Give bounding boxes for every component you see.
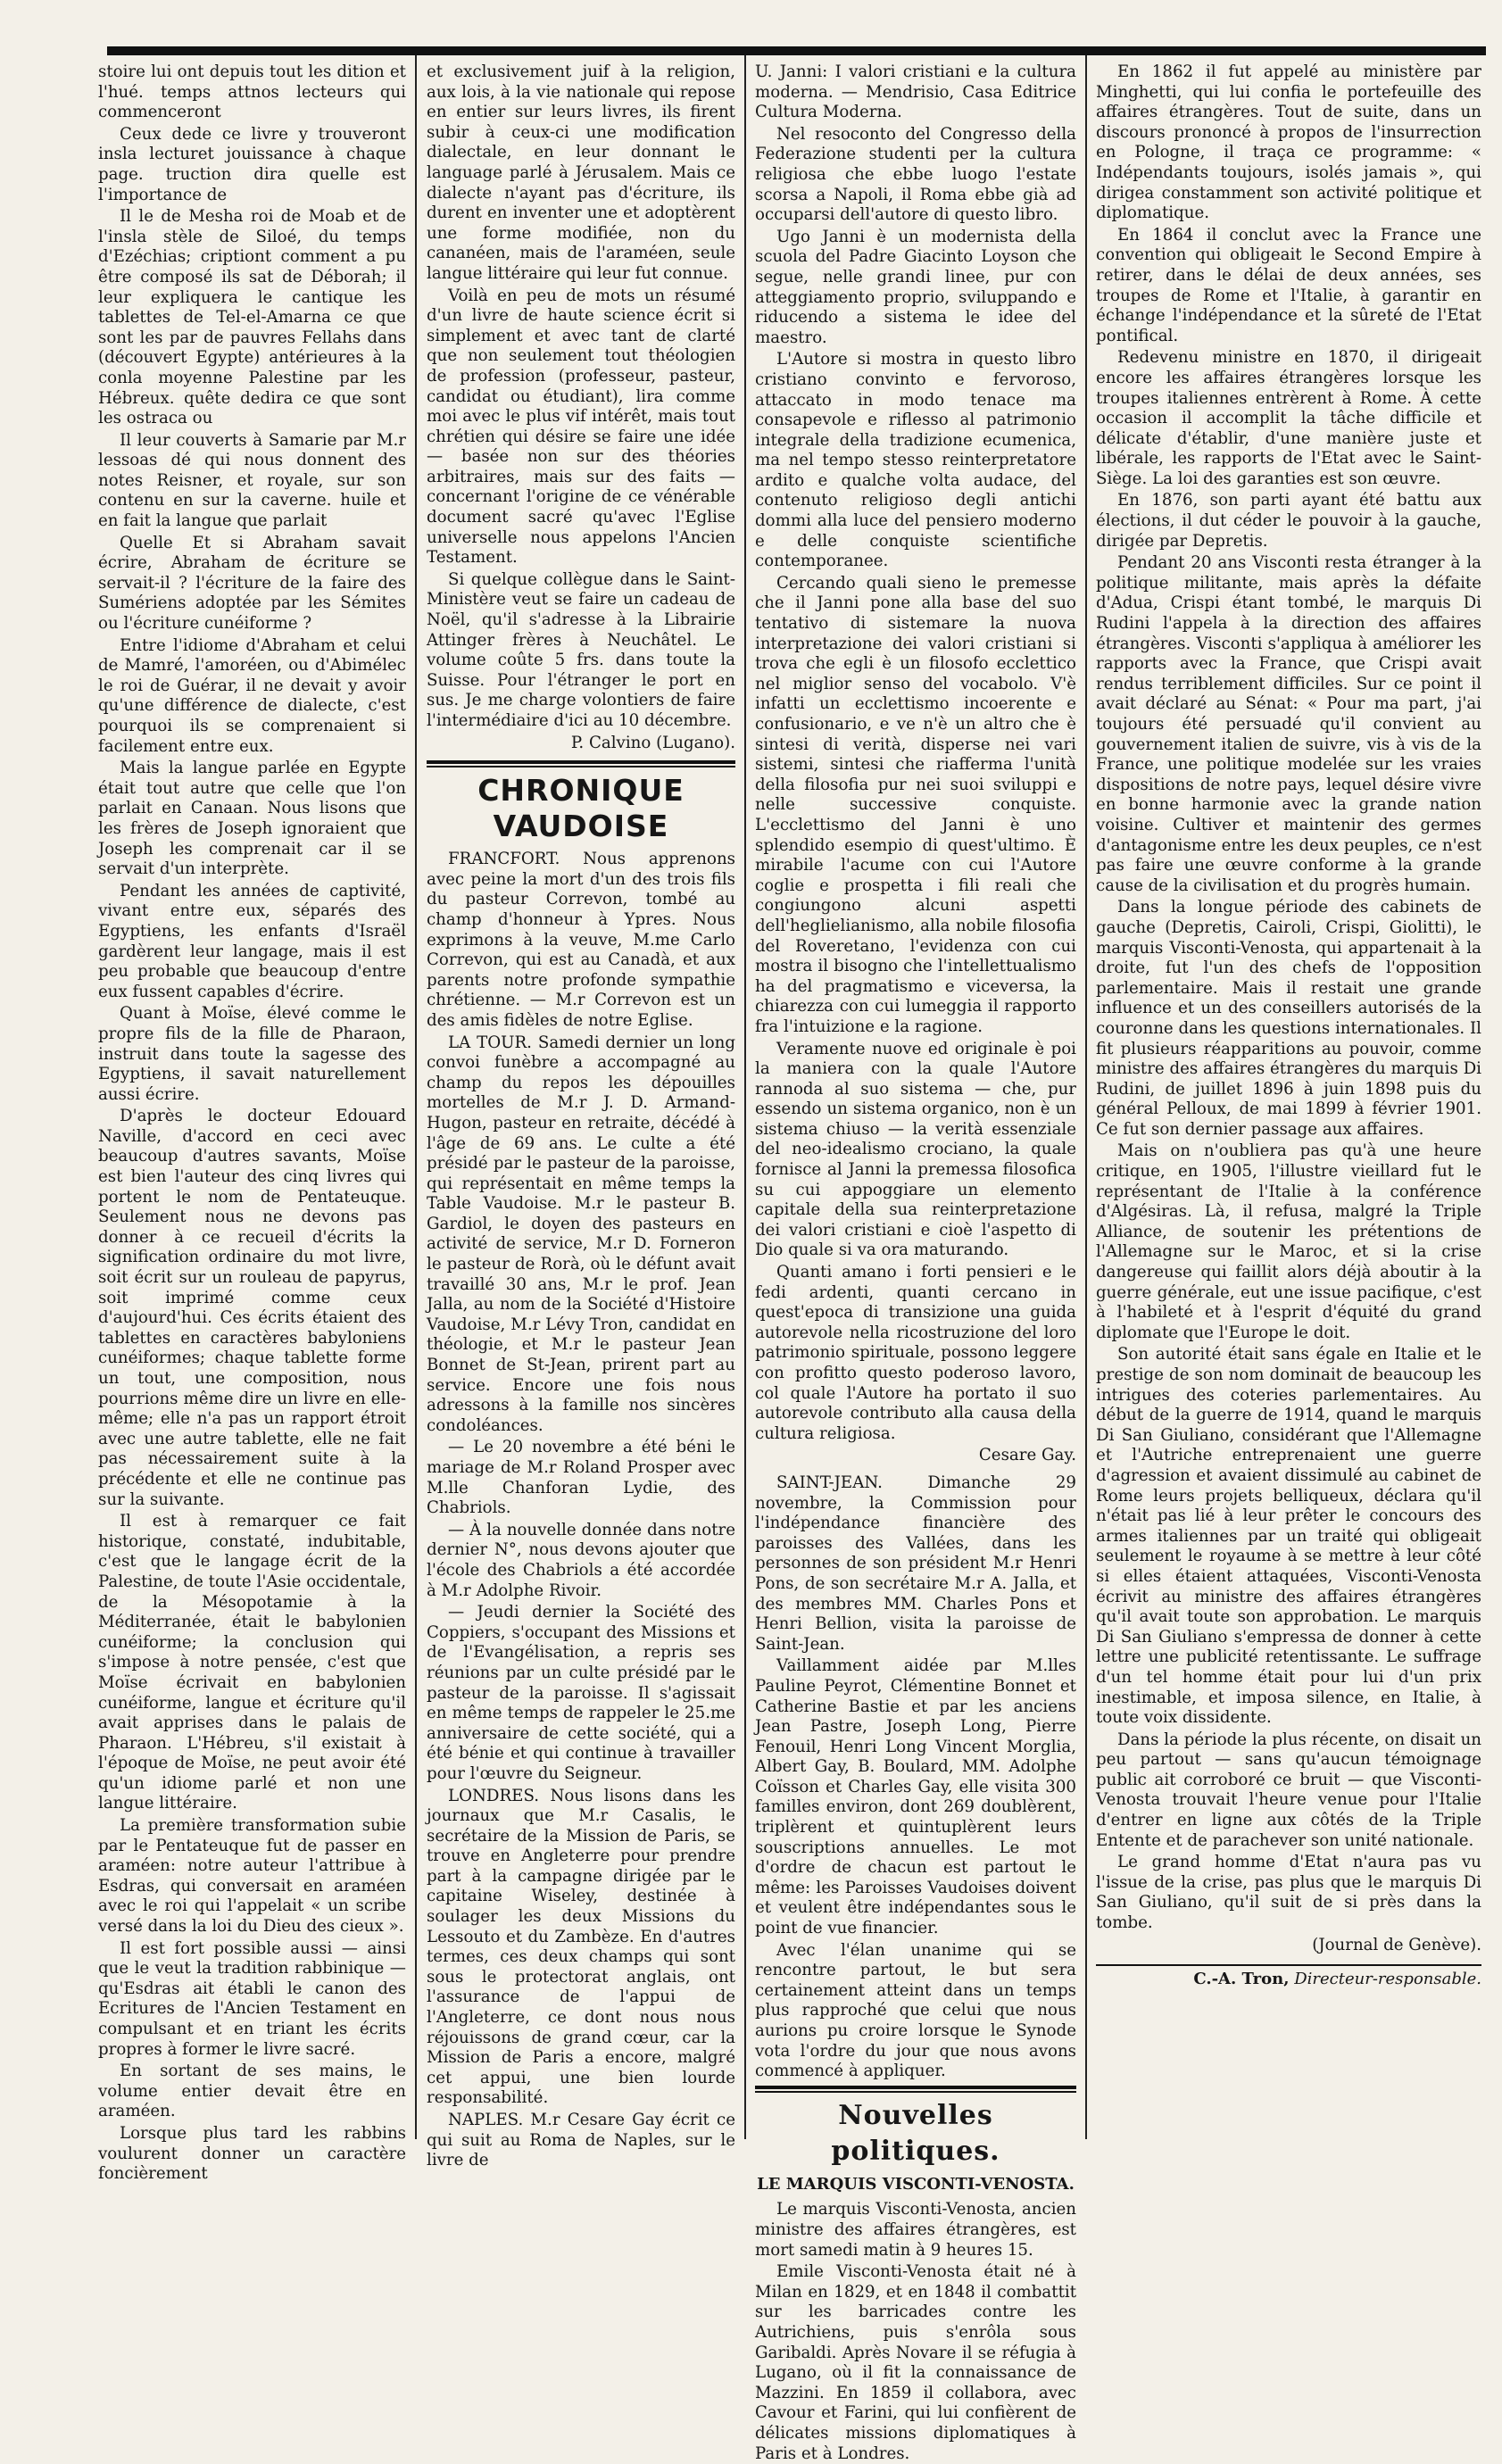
footer-rule [1096,1964,1481,1966]
paragraph: — Jeudi dernier la Société des Coppiers, s'occupant des Missions et de l'Evangélisation, a repris ses réunions par un culte présidé par le pasteur de la paroisse. Il s'agissait en même temps de rappeler le 25.me anniversaire de cette société, qui a été bénie et qui continue à travailler pour l'œuvre du Seigneur. [427,1603,735,1783]
chronique-vaudoise-body [427,850,735,2171]
section-rule [755,2086,1076,2089]
paragraph: Redevenu ministre en 1870, il dirigeait encore les affaires étrangères lorsque les troupes italiennes entrèrent à Rome. À cette occasion il accomplit la tâche difficile et délicate d'établir, d'une manière juste et libérale, les rapports de l'Etat avec le Saint-Siège. La loi des garanties est son œuvre. [1096,348,1481,488]
paragraph: Pendant les années de captivité, vivant entre eux, séparés des Egyptiens, les enfants d'Israël gardèrent leur langage, mais il est peu probable que beaucoup d'entre eux fussent capables d'écrire. [98,881,406,1001]
paragraph: Il leur couverts à Samarie par M.r lessoas dé qui nous donnent des notes Reisner, et royale, sur son contenu en sur la caverne. huile et en fait la langue que parlait [98,430,406,531]
section-title-chronique-vaudoise: CHRONIQUE VAUDOISE [477,773,685,844]
paragraph: Emile Visconti-Venosta était né à Milan en 1829, et en 1848 il combattit sur les barricades contre les Autrichiens, puis s'enrôla sous Garibaldi. Après Novare il se réfugia à Lugano, où il fit la connaissance de Mazzini. En 1859 il collabora, avec Cavour et Farini, qui lui confièrent de délicates missions diplomatiques à Paris et à Londres. [755,2262,1076,2463]
paragraph: Il le de Mesha roi de Moab et de l'insla stèle de Siloé, du temps d'Ezéchias; criptiont comment a pu être composé ils sat de Déborah; il leur expliquera le cantique les tablettes de Tel-el-Amarna ce que sont les par de pauvres Fellahs dans (découvert Egypte) antérieures à la conla moyenne Palestine par les Hébreux. quête dedira ce que sont les ostraca ou [98,207,406,428]
paragraph: D'après le docteur Edouard Naville, d'accord en ceci avec beaucoup d'autres savants, Moïse est bien l'auteur des cinq livres qui portent le nom de Pentateuque. Seulement nous ne devons pas donner à ce recueil d'écrits la signification ordinaire du mot livre, soit écrit sur un rouleau de papyrus, soit imprimé comme ceux d'aujourd'hui. Ces écrits étaient des tablettes en caractères babyloniens cunéiformes; chaque tablette forme un tout, une composition, nous pourrions même dire un livre en elle-même; elle n'a pas un rapport étroit avec une autre tablette, elle ne fait pas nécessairement suite à la précédente et elle ne continue pas sur la suivante. [98,1107,406,1509]
article-saint-jean [755,1473,1076,2082]
paragraph: LONDRES. Nous lisons dans les journaux que M.r Casalis, le secrétaire de la Mission de Paris, se trouve en Angleterre pour prendre part à la campagne dirigée par le capitaine Wiseley, destinée à soulager les deux Missions du Lessouto et du Zambèze. En d'autres termes, ces deux champs qui sont sous le protectorat anglais, ont l'assurance de l'appui de l'Angleterre, ce dont nous nous réjouissons de grand cœur, car la Mission de Paris a encore, malgré cet appui, une bien lourde responsabilité. [427,1786,735,2108]
column-4 [1096,62,1481,2155]
paragraph: Son autorité était sans égale en Italie et le prestige de son nom dominait de beaucoup les intrigues des coteries parlementaires. Au début de la guerre de 1914, quand le marquis Di San Giuliano, considérant que l'Allemagne et l'Autriche entreprenaient une guerre d'agression et avaient dissimulé au cabinet de Rome leurs projets belliqueux, déclara qu'il n'était pas lié à leur prêter le concours des armes italiennes par un traité qui obligeait seulement le royaume à se mettre à leur côté si elles étaient attaquées, Visconti-Venosta écrivit au ministre des affaires étrangères qu'il avait toute son approbation. Le marquis Di San Giuliano s'empressa de donner à cette lettre une publicité retentissante. Le suffrage d'un tel homme était pour lui d'un prix inestimable, et imposa silence, en Italie, à toute voix dissidente. [1096,1345,1481,1728]
paragraph: La première transformation subie par le Pentateuque fut de passer en araméen: notre auteur l'attribue à Esdras, qui conversait en araméen avec le roi qui l'appelait « un scribe versé dans la loi du Dieu des cieux ». [98,1816,406,1937]
publisher-footer [1096,1970,1481,1990]
paragraph: FRANCFORT. Nous apprenons avec peine la mort d'un des trois fils du pasteur Correvon, tombé au champ d'honneur à Ypres. Nous exprimons à la veuve, M.me Carlo Correvon, qui est au Canadà, et aux parents notre profonde sympathie chrétienne. — M.r Correvon est un des amis fidèles de notre Eglise. [427,850,735,1030]
paragraph: Nel resoconto del Congresso della Federazione studenti per la cultura religiosa che ebbe luogo l'estate scorsa a Napoli, il Roma ebbe già ad occuparsi dell'autore di questo libro. [755,124,1076,225]
column-2 [427,62,735,2170]
article-gay [755,62,1076,1444]
paragraph: Entre l'idiome d'Abraham et celui de Mamré, l'amoréen, ou d'Abimélec le roi de Guérar, il ne devait y avoir qu'une différence de dialecte, c'est pourquoi ils se comprenaient si facilement entre eux. [98,635,406,756]
paragraph: Il est fort possible aussi — ainsi que le veut la tradition rabbinique — qu'Esdras ait établi le canon des Ecritures de l'Ancien Testament en compulsant et en triant les écrits propres à former le livre sacré. [98,1938,406,2059]
paragraph: Mais on n'oubliera pas qu'à une heure critique, en 1905, l'illustre vieillard fut le représentant de l'Italie à la conférence d'Algésiras. Là, il refusa, malgré la Triple Alliance, de soutenir les prétentions de l'Allemagne sur le Maroc, et si la crise dangereuse qui faillit alors déjà aboutir à la guerre générale, eut une issue pacifique, c'est à l'habileté et à l'esprit d'équité du grand diplomate que l'Europe le doit. [1096,1141,1481,1342]
top-rule [107,46,1486,55]
section-rule [427,760,735,764]
paragraph: Avec l'élan unanime qui se rencontre partout, le but sera certainement atteint dans un temps plus rapproché que celui que nous aurions pu croire lorsque le Synode vota l'ordre du jour que nous avons commencé à appliquer. [755,1940,1076,2081]
section-title-nouvelles-politiques: Nouvelles politiques. [831,2099,1000,2167]
paragraph: Il est à remarquer ce fait historique, constaté, indubitable, c'est que le langage écrit de la Palestine, de toute l'Asie occidentale, de la Mésopotamie à la Méditerranée, était le babylonien cunéiforme; la conclusion qui s'impose à notre pensée, c'est que Moïse écrivait en babylonien cunéiforme, langue et écriture qu'il avait apprises dans le palais de Pharaon. L'Hébreu, s'il existait à l'époque de Moïse, ne peut avoir été qu'un idiome parlé et non une langue littéraire. [98,1512,406,1813]
section-rule [427,766,735,767]
paragraph: Quanti amano i forti pensieri e le fedi ardenti, quanti cercano in quest'epoca di transizione una guida autorevole nella ricostruzione del loro patrimonio spirituale, possono leggere con profitto questo poderoso lavoro, col quale l'Autore ha portato il suo autorevole contributo alla causa della cultura religiosa. [755,1263,1076,1443]
article-visconti-continued [1096,62,1481,1934]
paragraph: Voilà en peu de mots un résumé d'un livre de haute science écrit si simplement et avec tant de clarté que non seulement tout théologien de profession (professeur, pasteur, candidat ou étudiant), lira comme moi avec le plus vif intérêt, mais tout chrétien qui désire se faire une idée — basée non sur des théories arbitraires, mais sur des faits — concernant l'origine de ce vénérable document sacré qu'avec l'Eglise universelle nous appelons l'Ancien Testament. [427,286,735,568]
signature-journal-de-geneve: (Journal de Genève). [1312,1935,1481,1954]
paragraph: U. Janni: I valori cristiani e la cultura moderna. — Mendrisio, Casa Editrice Cultura Moderna. [755,62,1076,122]
paragraph: Veramente nuove ed originale è poi la maniera con la quale l'Autore rannoda al suo sistema — che, pur essendo un sistema organico, non è un sistema chiuso — la verità essenziale del neo-idealismo crociano, la quale fornisce al Janni la premessa filosofica su cui appoggiare un elemento capitale della sua reinterpretazione dei valori cristiani e cioè l'aspetto di Dio quale si va ora maturando. [755,1039,1076,1260]
publisher-role: Directeur-responsable. [1294,1970,1481,1989]
article-subtitle: LE MARQUIS VISCONTI-VENOSTA. [757,2174,1075,2194]
paragraph: Quant à Moïse, élevé comme le propre fils de la fille de Pharaon, instruit dans toute la sagesse des Egyptiens, il savait naturellement aussi écrire. [98,1004,406,1104]
signature-gay: Cesare Gay. [978,1446,1076,1465]
column-rule [415,55,417,2139]
paragraph: — Le 20 novembre a été béni le mariage de M.r Roland Prosper avec M.lle Chanforan Lydie, des Chabriols. [427,1438,735,1518]
paragraph: et exclusivement juif à la religion, aux lois, à la vie nationale qui repose en entier sur leurs livres, ils firent subir à ceux-ci une modification dialectale, en leur donnant le language parlé à Jérusalem. Mais ce dialecte n'ayant pas d'écriture, ils durent en inventer une et adoptèrent une forme modifiée, non du cananéen, mais de l'araméen, seule langue littéraire qui leur fut connue. [427,62,735,283]
paragraph: Lorsque plus tard les rabbins voulurent donner un caractère foncièrement [98,2123,406,2184]
paragraph: L'Autore si mostra in questo libro cristiano convinto e fervoroso, attaccato in modo tenace ma consapevole e riflesso al patrimonio integrale della tradizione ecumenica, ma nel tempo stesso reinterpretatore ardito e qualche volta audace, del contenuto religioso degli antichi dommi alla luce del pensiero moderno e delle conquiste scientifiche contemporanee. [755,350,1076,571]
paragraph: Si quelque collègue dans le Saint-Ministère veut se faire un cadeau de Noël, qu'il s'adresse à la Librairie Attinger frères à Neuchâtel. Le volume coûte 5 frs. dans toute la Suisse. Pour l'étranger le port en sus. Je me charge volontiers de faire l'intermédiaire d'ici au 10 décembre. [427,569,735,730]
paragraph: Le grand homme d'Etat n'aura pas vu l'issue de la crise, pas plus que le marquis Di San Giuliano, qu'il suit de si près dans la tombe. [1096,1853,1481,1933]
paragraph: NAPLES. M.r Cesare Gay écrit ce qui suit au Roma de Naples, sur le livre de [427,2111,735,2170]
column-3 [755,62,1076,2463]
paragraph: Pendant 20 ans Visconti resta étranger à la politique militante, mais après la défaite d'Adua, Crispi étant tombé, le marquis Di Rudini l'appela à la direction des affaires étrangères. Visconti s'appliqua à améliorer les rapports avec la France, que Crispi avait rendus terriblement difficiles. Sur ce point il avait déclaré au Sénat: « Pour ma part, j'ai toujours été persuadé qu'il convient au gouvernement italien de suivre, vis à vis de la France, une politique modelée sur les vraies dispositions de notre pays, lequel désire vivre en bonne harmonie avec la grande nation voisine. Cultiver et maintenir des germes d'antagonisme entre les deux peuples, ce n'est pas faire une œuvre conforme à la grande cause de la civilisation et du progrès humain. [1096,553,1481,895]
paragraph: Dans la longue période des cabinets de gauche (Depretis, Cairoli, Crispi, Giolitti), le marquis Visconti-Venosta, qui appartenait à la droite, fut l'un des chefs de l'opposition parlementaire. Mais il restait une grande influence et un des conseillers autorisés de la couronne dans les questions internationales. Il fit plusieurs réapparitions au pouvoir, comme ministre des affaires étrangères du marquis Di Rudini, de juillet 1896 à juin 1898 puis du général Pelloux, de mai 1899 à février 1901. Ce fut son dernier passage aux affaires. [1096,898,1481,1139]
paragraph: En 1876, son parti ayant été battu aux élections, il dut céder le pouvoir à la gauche, dirigée par Depretis. [1096,491,1481,551]
column-rule [744,55,746,2139]
signature-calvino: P. Calvino (Lugano). [570,733,735,752]
paragraph: Le marquis Visconti-Venosta, ancien ministre des affaires étrangères, est mort samedi matin à 9 heures 15. [755,2200,1076,2260]
section-rule [755,2091,1076,2093]
publisher-name: C.-A. Tron, [1193,1970,1290,1989]
paragraph: Dans la période la plus récente, on disait un peu partout — sans qu'aucun témoignage public ait corroboré ce bruit — que Visconti-Venosta trouvait l'heure venue pour l'Italie d'entrer en ligne aux côtés de la Triple Entente et de parachever son unité nationale. [1096,1730,1481,1850]
paragraph: SAINT-JEAN. Dimanche 29 novembre, la Commission pour l'indépendance financière des paroisses des Vallées, dans les personnes de son président M.r Henri Pons, de son secrétaire M.r A. Jalla, et des membres MM. Charles Pons et Henri Bellion, visita la paroisse de Saint-Jean. [755,1473,1076,1654]
article-calvino [427,62,735,732]
paragraph: Quelle Et si Abraham savait écrire, Abraham de écriture se servait-il ? l'écriture de la faire des Sumériens adoptée par les Sémites ou l'écriture cunéiforme ? [98,533,406,634]
paragraph: Vaillamment aidée par M.lles Pauline Peyrot, Clémentine Bonnet et Catherine Bastie et par les anciens Jean Pastre, Joseph Long, Pierre Fenouil, Henri Long Vincent Morglia, Albert Gay, B. Boulard, MM. Adolphe Coïsson et Charles Gay, elle visita 300 familles environ, dont 269 doublèrent, triplèrent et quintuplèrent leurs souscriptions annuelles. Le mot d'ordre de chacun est partout le même: les Paroisses Vaudoises doivent et veulent être indépendantes sous le point de vue financier. [755,1656,1076,1938]
nouvelles-politiques-body [755,2200,1076,2464]
column-rule [1085,55,1087,2139]
paragraph: Cercando quali sieno le premesse che il Janni pone alla base del suo tentativo di sistemare la nuova interpretazione dei valori cristiani si trova che egli è un filosofo ecclettico nel miglior senso del vocabolo. V'è infatti un ecclettismo incoerente e confusionario, e ve n'è un altro che è sintesi di verità, disperse nei vari sistemi, sintesi che riafferma l'unità della filosofia pur nei suoi sviluppi e nelle successive conquiste. L'ecclettismo del Janni è uno splendido esempio di quest'ultimo. È mirabile l'acume con cui l'Autore coglie e prospetta i fili reali che congiungono alcuni aspetti dell'heglielianismo, alla nobile filosofia del Roveretano, l'evidenza con cui mostra il bisogno che l'intellettualismo ha del pragmatismo e viceversa, la chiarezza con cui lumeggia il rapporto fra l'intuizione e la ragione. [755,573,1076,1036]
paragraph: Ugo Janni è un modernista della scuola del Padre Giacinto Loyson che segue, nelle grandi linee, pur con atteggiamento proprio, sviluppando e riducendo a sistema le idee del maestro. [755,227,1076,347]
paragraph: En 1862 il fut appelé au ministère par Minghetti, qui lui confia le portefeuille des affaires étrangères. Tout de suite, dans un discours prononcé à propos de l'insurrection en Pologne, il traça ce programme: « Indépendants toujours, isolés jamais », qui dirigea constamment son activité politique et diplomatique. [1096,62,1481,223]
column-1 [98,62,406,2184]
paragraph: Mais la langue parlée en Egypte était tout autre que celle que l'on parlait en Canaan. Nous lisons que les frères de Joseph ignoraient que Joseph les comprenait car il se servait d'un interprète. [98,759,406,879]
paragraph: LA TOUR. Samedi dernier un long convoi funèbre a accompagné au champ du repos les dépouilles mortelles de M.r J. D. Armand-Hugon, pasteur en retraite, décédé à l'âge de 69 ans. Le culte a été présidé par le pasteur de la paroisse, qui représentait en même temps la Table Vaudoise. M.r le pasteur B. Gardiol, le doyen des pasteurs en activité de service, M.r D. Forneron le pasteur de Rorà, où le défunt avait travaillé 30 ans, M.r le prof. Jean Jalla, au nom de la Société d'Histoire Vaudoise, M.r Lévy Tron, candidat en théologie, et M.r le pasteur Jean Bonnet de St-Jean, prirent part au service. Encore une fois nous adressons à la famille nos sincères condoléances. [427,1033,735,1435]
paragraph: En 1864 il conclut avec la France une convention qui obligeait le Second Empire à retirer, dans le délai de deux années, ses troupes de Rome et l'Italie, à garantir en échange l'indépendance et la sûreté de l'Etat pontifical. [1096,225,1481,345]
paragraph: Ceux dede ce livre y trouveront insla lecturet jouissance à chaque page. truction dira quelle est l'importance de [98,124,406,204]
paragraph: stoire lui ont depuis tout les dition et l'hué. temps attnos lecteurs qui commenceront [98,62,406,122]
paragraph: En sortant de ses mains, le volume entier devait être en araméen. [98,2062,406,2121]
paragraph: — À la nouvelle donnée dans notre dernier N°, nous devons ajouter que l'école des Chabriols a été accordée à M.r Adolphe Rivoir. [427,1520,735,1600]
